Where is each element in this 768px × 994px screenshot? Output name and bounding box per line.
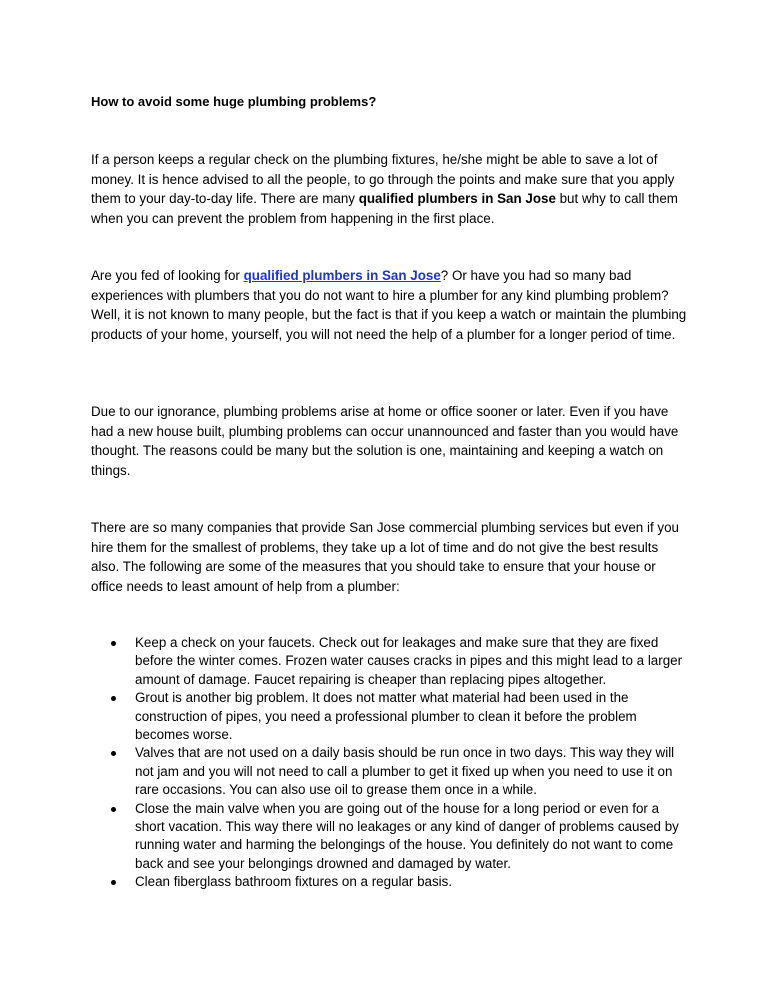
paragraph-plumbers-text-start: Are you fed of looking for (91, 268, 244, 283)
bullet-dot-icon (111, 751, 116, 756)
list-item (91, 634, 683, 689)
document-title: How to avoid some huge plumbing problems? (91, 94, 377, 109)
paragraph-intro-text-start: If a person keeps a regular check on the plumbing fixtures, he/she might be able to save a lot of money. It is hence advised to all the people, to go through the points and make sure that you apply them to your day-to-day life. There are many (91, 152, 675, 207)
bullet-dot-icon (111, 807, 116, 812)
list-item-text: Valves that are not used on a daily basis should be run once in two days. This way they will not jam and you will not need to call a plumber to get it fixed up when you need to use it on rare occasions. You can also use oil to grease them once in a while. (135, 745, 675, 798)
paragraph-companies: There are so many companies that provide San Jose commercial plumbing services but even if you hire them for the smallest of problems, they take up a lot of time and do not give the best results also. The following are some of the measures that you should take to ensure that your house or office needs to least amount of help from a plumber: (91, 520, 679, 594)
list-item (91, 744, 683, 799)
paragraph-intro (91, 150, 687, 228)
paragraph-intro-text-end: but why to call them when you can prevent the problem from happening in the first place. (91, 191, 678, 226)
list-item (91, 873, 683, 891)
measures-list (91, 634, 691, 892)
bullet-dot-icon (111, 880, 116, 885)
list-item-text: Keep a check on your faucets. Check out for leakages and make sure that they are fixed before the winter comes. Frozen water causes cracks in pipes and this might lead to a larger amount of damage. Faucet repairing is cheaper than replacing pipes altogether. (135, 635, 683, 687)
paragraph-plumbers-text-end: ? Or have you had so many bad experiences with plumbers that you do not want to hire a plumber for any kind plumbing problem? Well, it is not known to many people, but the fact is that if you keep a watch or maintain the plumbing products of your home, yourself, you will not need the help of a plumber for a longer period of time. (91, 268, 687, 342)
paragraph-plumbers (91, 266, 687, 344)
paragraph-ignorance: Due to our ignorance, plumbing problems arise at home or office sooner or later. Even if you have had a new house built, plumbing problems can occur unannounced and faster than you would have thought. The reasons could be many but the solution is one, maintaining and keeping a watch on things. (91, 404, 679, 478)
document-page (91, 0, 691, 994)
bullet-dot-icon (111, 641, 116, 646)
list-item-text: Clean fiberglass bathroom fixtures on a regular basis. (135, 874, 453, 890)
list-item-text: Close the main valve when you are going out of the house for a long period or even for a short vacation. This way there will no leakages or any kind of danger of problems caused by running water and harming the belongings of the house. You definitely do not want to come back and see your belongings drowned and damaged by water. (135, 800, 679, 871)
bullet-dot-icon (111, 696, 116, 701)
paragraph-intro-bold-phrase: qualified plumbers in San Jose (358, 191, 556, 207)
list-item-text: Grout is another big problem. It does not matter what material had been used in the construction of pipes, you need a professional plumber to clean it before the problem becomes worse. (135, 690, 637, 743)
qualified-plumbers-link[interactable]: qualified plumbers in San Jose (243, 268, 441, 283)
list-item (91, 689, 683, 744)
list-item (91, 800, 683, 874)
